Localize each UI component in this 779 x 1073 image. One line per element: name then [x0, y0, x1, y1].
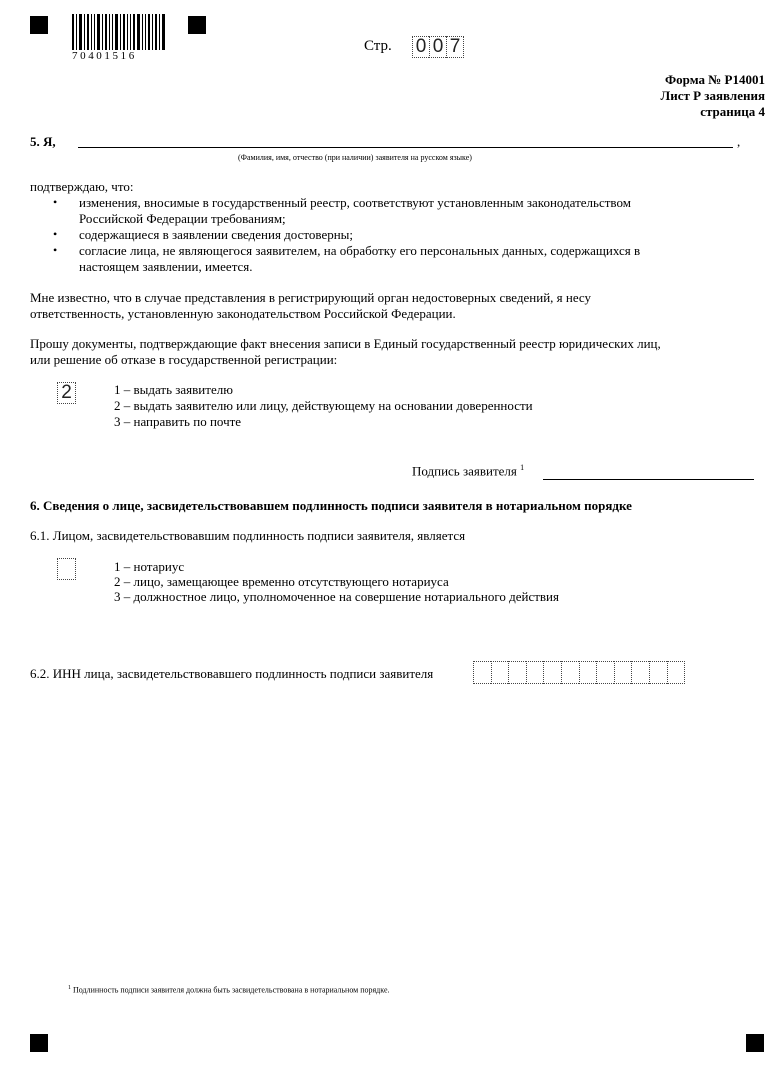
aware-line-2: ответственность, установленную законодательством Российской Федерации. — [30, 306, 456, 321]
certifier-option-1: 1 – нотариус — [114, 559, 185, 574]
section-5-title: 5. Я, — [30, 134, 56, 149]
inn-digit-cell[interactable] — [508, 661, 526, 684]
inn-cells — [473, 661, 685, 684]
inn-digit-cell[interactable] — [561, 661, 579, 684]
signature-label-text: Подпись заявителя — [412, 463, 517, 479]
signature-footnote-mark: 1 — [520, 463, 525, 472]
footnote — [68, 980, 390, 999]
delivery-option-2: 2 – выдать заявителю или лицу, действующему на основании доверенности — [114, 398, 533, 413]
inn-digit-cell[interactable] — [543, 661, 561, 684]
section-6-title: 6. Сведения о лице, засвидетельствовавшем подлинность подписи заявителя в нотариальном порядке — [30, 498, 632, 513]
footnote-mark: 1 — [68, 985, 71, 991]
bullet-3-line-1: согласие лица, не являющегося заявителем, на обработку его персональных данных, содержащихся в — [79, 243, 641, 258]
certifier-type-box[interactable] — [57, 558, 76, 580]
signature-line[interactable] — [543, 479, 754, 480]
signature-label — [412, 460, 524, 479]
inn-digit-cell[interactable] — [579, 661, 597, 684]
inn-digit-cell[interactable] — [649, 661, 667, 684]
bullet-dot: • — [53, 227, 58, 241]
footnote-text: Подлинность подписи заявителя должна быть засвидетельствована в нотариальном порядке. — [73, 985, 390, 995]
inn-digit-cell[interactable] — [473, 661, 491, 684]
page-digit-cell: 0 — [429, 36, 446, 58]
inn-digit-cell[interactable] — [491, 661, 509, 684]
form-sheet: Лист Р заявления — [660, 88, 765, 103]
request-line-1: Прошу документы, подтверждающие факт внесения записи в Единый государственный реестр юридических лиц, — [30, 336, 661, 351]
bullet-1-line-2: Российской Федерации требованиям; — [79, 211, 286, 226]
bullet-3-line-2: настоящем заявлении, имеется. — [79, 259, 253, 274]
delivery-option-3: 3 – направить по почте — [114, 414, 242, 429]
bullet-dot: • — [53, 195, 58, 209]
form-number: Форма № Р14001 — [665, 72, 765, 87]
question-6-1: 6.1. Лицом, засвидетельствовавшим подлинность подписи заявителя, является — [30, 528, 466, 543]
corner-marker-top-left — [30, 16, 48, 34]
page-number-cells — [412, 36, 464, 58]
barcode — [72, 14, 168, 62]
name-comma: , — [737, 134, 741, 149]
barcode-number: 70401516 — [72, 50, 137, 62]
inn-digit-cell[interactable] — [631, 661, 649, 684]
certifier-option-2: 2 – лицо, замещающее временно отсутствующего нотариуса — [114, 574, 449, 589]
applicant-name-underline — [78, 147, 733, 148]
page-label: Стр. — [364, 38, 392, 54]
name-caption: (Фамилия, имя, отчество (при наличии) заявителя на русском языке) — [238, 153, 472, 162]
confirm-heading: подтверждаю, что: — [30, 179, 134, 194]
corner-marker-bottom-right — [746, 1034, 764, 1052]
applicant-name-field[interactable] — [78, 131, 733, 147]
page-digit-cell: 7 — [446, 36, 464, 58]
bullet-2-line-1: содержащиеся в заявлении сведения достоверны; — [79, 227, 354, 242]
inn-digit-cell[interactable] — [614, 661, 632, 684]
certifier-option-3: 3 – должностное лицо, уполномоченное на совершение нотариального действия — [114, 589, 559, 604]
form-page: страница 4 — [700, 104, 765, 119]
bullet-dot: • — [53, 243, 58, 257]
inn-digit-cell[interactable] — [526, 661, 544, 684]
page-digit-cell: 0 — [412, 36, 429, 58]
delivery-choice-box[interactable]: 2 — [57, 382, 76, 404]
question-6-2: 6.2. ИНН лица, засвидетельствовавшего подлинность подписи заявителя — [30, 666, 434, 681]
aware-line-1: Мне известно, что в случае представления в регистрирующий орган недостоверных сведений, я несу — [30, 290, 592, 305]
barcode-bars — [72, 14, 168, 50]
corner-marker-top-right — [188, 16, 206, 34]
inn-digit-cell[interactable] — [596, 661, 614, 684]
bullet-1-line-1: изменения, вносимые в государственный реестр, соответствуют установленным законодательством — [79, 195, 631, 210]
request-line-2: или решение об отказе в государственной регистрации: — [30, 352, 338, 367]
delivery-option-1: 1 – выдать заявителю — [114, 382, 233, 397]
inn-digit-cell[interactable] — [667, 661, 686, 684]
corner-marker-bottom-left — [30, 1034, 48, 1052]
